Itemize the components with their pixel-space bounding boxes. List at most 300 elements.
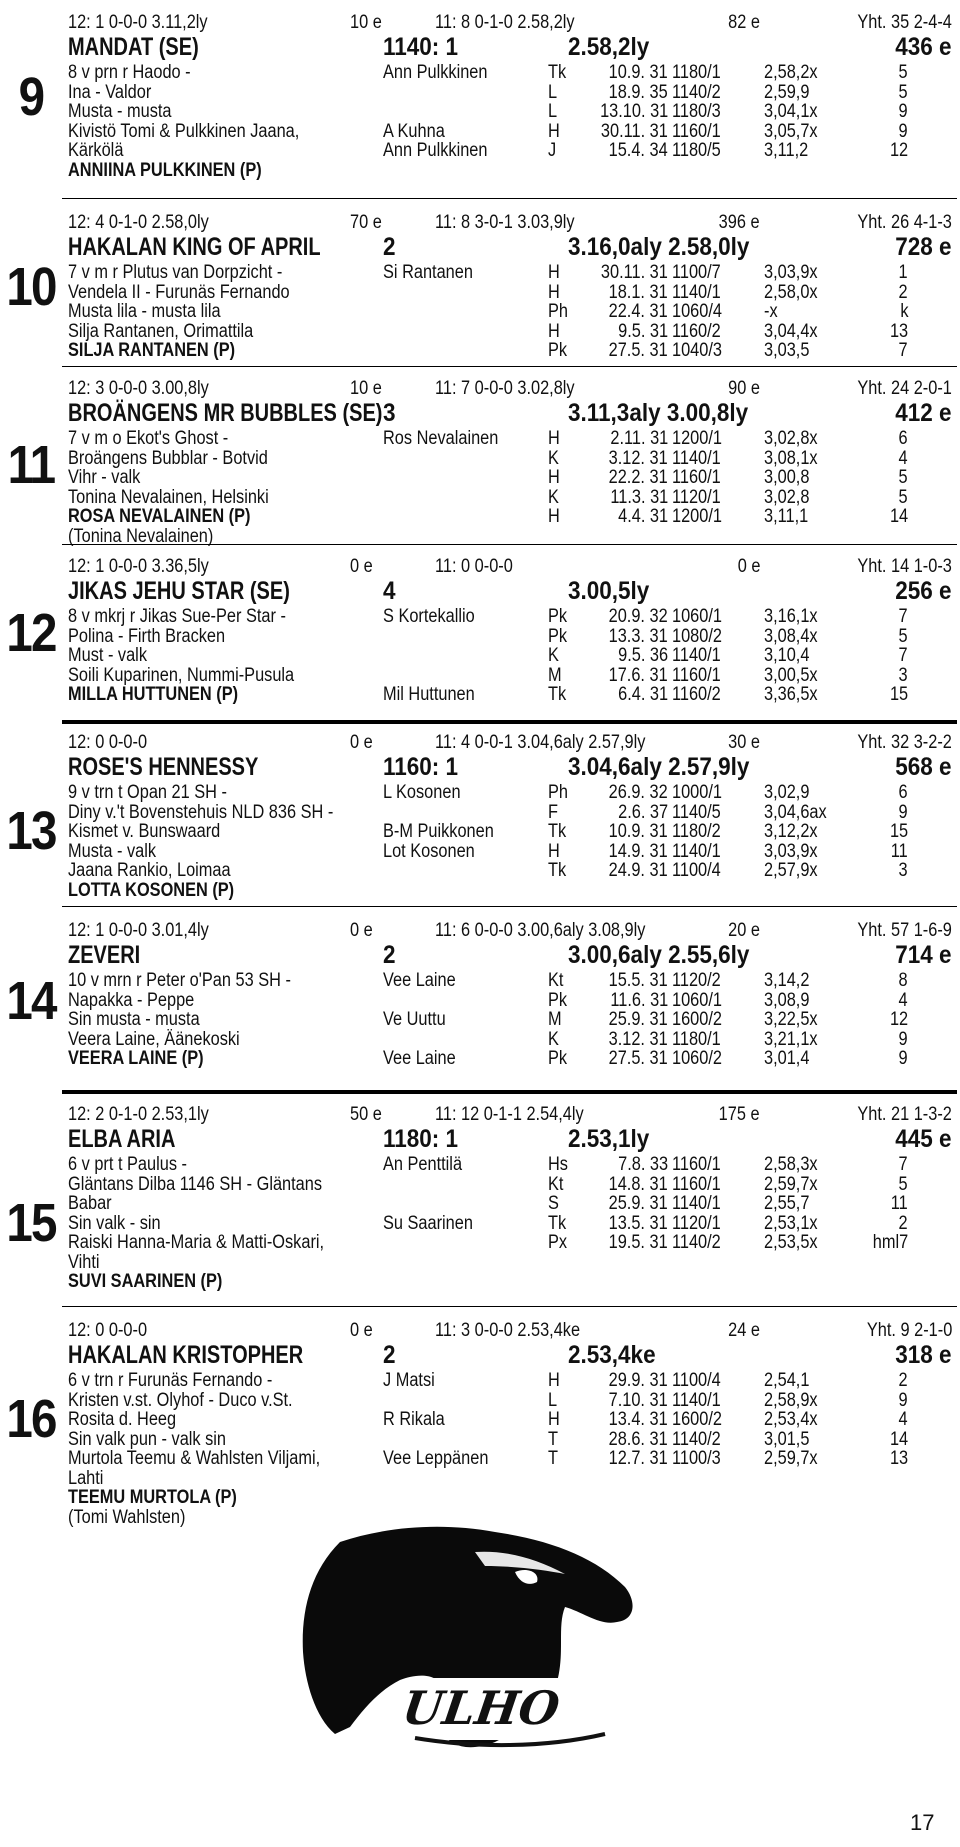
stats-previous-earnings: 20 e xyxy=(728,920,760,941)
race-time: 3,14,2 xyxy=(764,970,810,991)
race-date: 26.9. 32 xyxy=(608,782,668,803)
horse-info-line: Broängens Bubblar - Botvid xyxy=(68,447,268,469)
race-start-number: hml7 xyxy=(872,1232,908,1253)
race-date: 13.4. 31 xyxy=(608,1409,668,1430)
race-time: 3,21,1x xyxy=(764,1028,818,1050)
record-times: 3.11,3aly 3.00,8ly xyxy=(568,399,749,427)
race-start-number: 12 xyxy=(889,1009,908,1030)
race-time: 3,11,1 xyxy=(764,506,809,527)
driver-name: J Matsi xyxy=(383,1370,435,1391)
race-start-number: 1 xyxy=(898,262,908,283)
stats-previous-year: 11: 8 0-1-0 2.58,2ly xyxy=(435,12,575,33)
race-track: H xyxy=(548,262,560,283)
stats-previous-year: 11: 6 0-0-0 3.00,6aly 3.08,9ly xyxy=(435,920,646,941)
horse-info-line: 9 v trn t Opan 21 SH - xyxy=(68,782,227,803)
entry-separator xyxy=(62,906,957,907)
race-start-number: 9 xyxy=(898,101,908,122)
earnings-total: 714 e xyxy=(895,941,952,969)
race-start-number: 12 xyxy=(889,140,908,161)
horse-info-line: Jaana Rankio, Loimaa xyxy=(68,860,231,881)
race-start-number: 11 xyxy=(891,1193,908,1214)
race-track: Tk xyxy=(548,684,567,705)
horse-info-line: ROSA NEVALAINEN (P) xyxy=(68,506,251,527)
race-track: K xyxy=(548,645,559,666)
horse-info-line: Vihti xyxy=(68,1251,100,1273)
race-time: 2,58,3x xyxy=(764,1154,818,1175)
race-time: 3,16,1x xyxy=(764,606,818,627)
race-distance-place: 1180/1 xyxy=(672,1028,721,1050)
start-number: 11 xyxy=(7,435,55,495)
race-date: 27.5. 31 xyxy=(608,1048,668,1069)
race-distance-place: 1140/5 xyxy=(672,801,721,823)
race-time: 2,58,9x xyxy=(764,1389,818,1411)
race-distance-place: 1060/1 xyxy=(672,606,722,627)
earnings-total: 445 e xyxy=(895,1125,952,1153)
race-date: 22.4. 31 xyxy=(608,301,668,322)
race-time: 3,02,8x xyxy=(764,428,818,449)
race-time: 3,01,4 xyxy=(764,1048,810,1069)
race-time: 3,02,9 xyxy=(764,782,810,803)
race-time: 2,53,4x xyxy=(764,1409,818,1430)
record-times: 2.58,2ly xyxy=(568,33,650,61)
horse-info-line: SILJA RANTANEN (P) xyxy=(68,340,236,361)
race-track: Tk xyxy=(548,821,567,842)
entry-separator xyxy=(62,366,957,367)
earnings-total: 256 e xyxy=(895,577,952,605)
horse-info-line: Diny v.'t Bovenstehuis NLD 836 SH - xyxy=(68,801,334,823)
horse-name: ELBA ARIA xyxy=(68,1125,176,1153)
race-time: 3,12,2x xyxy=(764,821,818,842)
horse-info-line: TEEMU MURTOLA (P) xyxy=(68,1487,237,1508)
race-date: 2.11. 31 xyxy=(610,428,668,449)
race-distance-place: 1140/1 xyxy=(672,645,721,666)
earnings-total: 318 e xyxy=(895,1341,952,1369)
race-track: Ph xyxy=(548,782,568,803)
stats-previous-earnings: 0 e xyxy=(737,556,760,577)
horse-info-line: VEERA LAINE (P) xyxy=(68,1048,204,1069)
race-time: 2,59,7x xyxy=(764,1448,818,1469)
race-track: Px xyxy=(548,1232,568,1253)
driver-name: Ann Pulkkinen xyxy=(383,62,488,83)
race-track: S xyxy=(548,1193,559,1214)
horse-info-line: SUVI SAARINEN (P) xyxy=(68,1271,223,1292)
driver-name: Ve Uuttu xyxy=(383,1009,446,1030)
horse-name: BROÄNGENS MR BUBBLES (SE) xyxy=(68,399,383,427)
stats-previous-earnings: 24 e xyxy=(728,1320,760,1341)
horse-info-line: 7 v m r Plutus van Dorpzicht - xyxy=(68,262,283,283)
race-distance-place: 1140/2 xyxy=(672,81,721,103)
race-start-number: 3 xyxy=(898,664,908,686)
race-time: 3,11,2 xyxy=(764,140,809,161)
race-date: 2.6. 37 xyxy=(618,801,668,823)
handicap-value: 2 xyxy=(383,233,396,261)
race-date: 11.3. 31 xyxy=(610,486,668,508)
horse-info-line: Kismet v. Bunswaard xyxy=(68,821,221,842)
race-time: 2,53,1x xyxy=(764,1212,818,1234)
record-times: 3.16,0aly 2.58,0ly xyxy=(568,233,750,261)
start-number: 12 xyxy=(6,603,56,663)
race-track: H xyxy=(548,1370,560,1391)
race-start-number: 9 xyxy=(898,1389,908,1411)
race-date: 18.9. 35 xyxy=(608,81,668,103)
race-distance-place: 1140/2 xyxy=(672,1232,721,1253)
race-start-number: k xyxy=(899,301,908,322)
horse-info-line: Musta - musta xyxy=(68,101,172,122)
race-time: 3,02,8 xyxy=(764,486,810,508)
horse-info-line: Sin valk pun - valk sin xyxy=(68,1428,227,1450)
race-distance-place: 1140/1 xyxy=(672,447,721,469)
race-start-number: 5 xyxy=(898,467,908,488)
stats-previous-earnings: 90 e xyxy=(728,378,760,399)
race-time: 3,36,5x xyxy=(764,684,818,705)
stats-current-year: 12: 0 0-0-0 xyxy=(68,732,148,753)
stats-current-earnings: 10 e xyxy=(350,12,382,33)
race-time: 3,00,8 xyxy=(764,467,810,488)
race-time: 3,01,5 xyxy=(764,1428,810,1450)
race-start-number: 5 xyxy=(898,486,908,508)
race-time: 3,10,4 xyxy=(764,645,810,666)
stats-total: Yht. 21 1-3-2 xyxy=(857,1104,952,1125)
horse-info-line: Tonina Nevalainen, Helsinki xyxy=(68,486,269,508)
record-times: 2.53,4ke xyxy=(568,1341,656,1369)
race-start-number: 7 xyxy=(898,645,908,666)
race-start-number: 8 xyxy=(898,970,908,991)
stats-total: Yht. 35 2-4-4 xyxy=(857,12,952,33)
race-distance-place: 1200/1 xyxy=(672,506,722,527)
race-distance-place: 1160/2 xyxy=(672,684,721,705)
horse-name: JIKAS JEHU STAR (SE) xyxy=(68,577,290,605)
race-start-number: 6 xyxy=(898,428,908,449)
start-number: 9 xyxy=(18,67,44,127)
race-track: Tk xyxy=(548,860,567,881)
start-number: 10 xyxy=(6,257,56,317)
race-start-number: 11 xyxy=(891,840,908,862)
stats-total: Yht. 32 3-2-2 xyxy=(857,732,952,753)
race-distance-place: 1060/4 xyxy=(672,301,722,322)
horse-info-line: Ina - Valdor xyxy=(68,81,152,103)
horse-info-line: (Tonina Nevalainen) xyxy=(68,525,214,547)
stats-current-year: 12: 1 0-0-0 3.36,5ly xyxy=(68,556,209,577)
driver-name: Ann Pulkkinen xyxy=(383,140,488,161)
stats-current-year: 12: 1 0-0-0 3.11,2ly xyxy=(68,12,208,33)
race-start-number: 2 xyxy=(898,281,908,303)
record-times: 2.53,1ly xyxy=(568,1125,650,1153)
start-number: 13 xyxy=(6,801,56,861)
race-distance-place: 1140/1 xyxy=(672,281,721,303)
race-date: 10.9. 31 xyxy=(608,821,668,842)
race-track: M xyxy=(548,1009,562,1030)
race-time: 3,08,4x xyxy=(764,625,818,647)
race-distance-place: 1140/2 xyxy=(672,1428,721,1450)
horse-info-line: 6 v trn r Furunäs Fernando - xyxy=(68,1370,273,1391)
horse-info-line: Kristen v.st. Olyhof - Duco v.St. xyxy=(68,1389,293,1411)
stats-previous-year: 11: 12 0-1-1 2.54,4ly xyxy=(435,1104,584,1125)
race-distance-place: 1100/3 xyxy=(672,1448,721,1469)
stats-previous-year: 11: 4 0-0-1 3.04,6aly 2.57,9ly xyxy=(435,732,646,753)
horse-name: HAKALAN KING OF APRIL xyxy=(68,233,321,261)
race-distance-place: 1600/2 xyxy=(672,1009,722,1030)
record-times: 3.00,5ly xyxy=(568,577,650,605)
race-distance-place: 1160/1 xyxy=(672,664,721,686)
race-date: 19.5. 31 xyxy=(608,1232,668,1253)
race-start-number: 7 xyxy=(898,340,908,361)
horse-name: HAKALAN KRISTOPHER xyxy=(68,1341,304,1369)
race-distance-place: 1060/1 xyxy=(672,989,722,1011)
race-distance-place: 1100/4 xyxy=(672,860,721,881)
earnings-total: 728 e xyxy=(895,233,952,261)
horse-info-line: Polina - Firth Bracken xyxy=(68,625,226,647)
race-track: K xyxy=(548,1028,559,1050)
race-track: T xyxy=(548,1448,558,1469)
race-time: 2,54,1 xyxy=(764,1370,810,1391)
race-start-number: 15 xyxy=(889,821,908,842)
handicap-value: 4 xyxy=(383,577,396,605)
stats-current-earnings: 0 e xyxy=(350,1320,373,1341)
horse-info-line: Kärkölä xyxy=(68,140,124,161)
race-time: 3,08,1x xyxy=(764,447,818,469)
race-distance-place: 1180/3 xyxy=(672,101,721,122)
horse-info-line: Babar xyxy=(68,1193,112,1214)
stats-current-earnings: 0 e xyxy=(350,732,373,753)
stats-previous-year: 11: 7 0-0-0 3.02,8ly xyxy=(435,378,575,399)
race-track: H xyxy=(548,840,560,862)
race-track: F xyxy=(548,801,558,823)
race-time: 2,55,7 xyxy=(764,1193,810,1214)
horse-info-line: Gläntans Dilba 1146 SH - Gläntans xyxy=(68,1173,323,1195)
race-start-number: 13 xyxy=(889,320,908,342)
race-time: 3,08,9 xyxy=(764,989,810,1011)
race-start-number: 7 xyxy=(898,606,908,627)
handicap-value: 2 xyxy=(383,1341,396,1369)
race-date: 20.9. 32 xyxy=(608,606,668,627)
horse-name: ZEVERI xyxy=(68,941,141,969)
horse-info-line: Sin musta - musta xyxy=(68,1009,200,1030)
stats-current-year: 12: 4 0-1-0 2.58,0ly xyxy=(68,212,209,233)
horse-name: MANDAT (SE) xyxy=(68,33,199,61)
driver-name: Lot Kosonen xyxy=(383,840,475,862)
race-time: 3,03,9x xyxy=(764,262,818,283)
race-distance-place: 1160/1 xyxy=(672,1173,721,1195)
race-date: 18.1. 31 xyxy=(608,281,668,303)
driver-name: S Kortekallio xyxy=(383,606,475,627)
race-date: 29.9. 31 xyxy=(608,1370,668,1391)
race-track: T xyxy=(548,1428,558,1450)
race-date: 15.5. 31 xyxy=(608,970,668,991)
horse-info-line: LOTTA KOSONEN (P) xyxy=(68,879,235,901)
race-time: 2,58,0x xyxy=(764,281,818,303)
horse-name: ROSE'S HENNESSY xyxy=(68,753,259,781)
race-start-number: 2 xyxy=(898,1212,908,1234)
stats-total: Yht. 57 1-6-9 xyxy=(857,920,952,941)
race-track: H xyxy=(548,120,560,142)
driver-name: Ros Nevalainen xyxy=(383,428,499,449)
start-number: 15 xyxy=(6,1193,56,1253)
race-distance-place: 1160/1 xyxy=(672,467,721,488)
race-time: 2,59,9 xyxy=(764,81,810,103)
race-distance-place: 1140/1 xyxy=(672,1193,721,1214)
race-start-number: 5 xyxy=(898,625,908,647)
horse-info-line: 8 v prn r Haodo - xyxy=(68,62,191,83)
earnings-total: 412 e xyxy=(895,399,952,427)
race-track: L xyxy=(548,101,558,122)
race-start-number: 13 xyxy=(889,1448,908,1469)
horse-info-line: Soili Kuparinen, Nummi-Pusula xyxy=(68,664,295,686)
race-distance-place: 1100/7 xyxy=(672,262,721,283)
race-distance-place: 1180/5 xyxy=(672,140,721,161)
stats-previous-year: 11: 0 0-0-0 xyxy=(435,556,513,577)
race-date: 13.10. 31 xyxy=(599,101,668,122)
race-time: 2,53,5x xyxy=(764,1232,818,1253)
race-track: Tk xyxy=(548,1212,567,1234)
horse-info-line: Veera Laine, Äänekoski xyxy=(68,1028,240,1050)
horse-info-line: Vendela II - Furunäs Fernando xyxy=(68,281,290,303)
race-track: J xyxy=(548,140,557,161)
race-date: 30.11. 31 xyxy=(601,120,668,142)
race-track: Kt xyxy=(548,1173,564,1195)
stats-previous-year: 11: 3 0-0-0 2.53,4ke xyxy=(435,1320,581,1341)
race-distance-place: 1160/2 xyxy=(672,320,721,342)
race-date: 28.6. 31 xyxy=(608,1428,668,1450)
race-distance-place: 1120/2 xyxy=(672,970,721,991)
entry-separator xyxy=(62,544,957,545)
race-time: 2,58,2x xyxy=(764,62,818,83)
race-start-number: 4 xyxy=(898,447,908,469)
race-track: Pk xyxy=(548,625,568,647)
stats-total: Yht. 9 2-1-0 xyxy=(866,1320,952,1341)
race-date: 10.9. 31 xyxy=(608,62,668,83)
race-start-number: 14 xyxy=(889,1428,908,1450)
entry-separator xyxy=(62,1306,957,1307)
handicap-value: 1180: 1 xyxy=(383,1125,459,1153)
race-track: M xyxy=(548,664,562,686)
race-time: 2,59,7x xyxy=(764,1173,818,1195)
race-date: 24.9. 31 xyxy=(608,860,668,881)
race-time: 3,05,7x xyxy=(764,120,818,142)
horse-head-logo xyxy=(265,1502,645,1772)
race-distance-place: 1180/2 xyxy=(672,821,721,842)
race-distance-place: 1600/2 xyxy=(672,1409,722,1430)
race-time: 2,57,9x xyxy=(764,860,818,881)
race-time: 3,04,1x xyxy=(764,101,818,122)
race-time: 3,22,5x xyxy=(764,1009,818,1030)
page-number: 17 xyxy=(910,1810,935,1835)
horse-info-line: 6 v prt t Paulus - xyxy=(68,1154,187,1175)
logo-text: ULHO xyxy=(399,1681,563,1735)
entry-separator xyxy=(62,198,957,199)
stats-current-earnings: 70 e xyxy=(350,212,382,233)
stats-previous-earnings: 396 e xyxy=(719,212,760,233)
record-times: 3.00,6aly 2.55,6ly xyxy=(568,941,750,969)
race-date: 9.5. 36 xyxy=(618,645,668,666)
stats-previous-year: 11: 8 3-0-1 3.03,9ly xyxy=(435,212,575,233)
race-date: 14.9. 31 xyxy=(608,840,668,862)
stats-previous-earnings: 30 e xyxy=(728,732,760,753)
race-date: 3.12. 31 xyxy=(608,447,668,469)
race-track: Pk xyxy=(548,989,568,1011)
driver-name: B-M Puikkonen xyxy=(383,821,494,842)
race-date: 27.5. 31 xyxy=(608,340,668,361)
horse-info-line: 7 v m o Ekot's Ghost - xyxy=(68,428,229,449)
race-date: 30.11. 31 xyxy=(601,262,668,283)
race-distance-place: 1120/1 xyxy=(672,1212,721,1234)
stats-previous-earnings: 82 e xyxy=(728,12,760,33)
race-time: -x xyxy=(764,301,778,322)
race-track: Kt xyxy=(548,970,564,991)
race-start-number: 5 xyxy=(898,1173,908,1195)
race-start-number: 2 xyxy=(898,1370,908,1391)
driver-name: L Kosonen xyxy=(383,782,461,803)
race-date: 14.8. 31 xyxy=(608,1173,668,1195)
race-track: K xyxy=(548,486,559,508)
horse-info-line: Lahti xyxy=(68,1467,104,1489)
race-track: K xyxy=(548,447,559,469)
stats-total: Yht. 14 1-0-3 xyxy=(857,556,952,577)
handicap-value: 1140: 1 xyxy=(383,33,459,61)
race-start-number: 5 xyxy=(898,62,908,83)
start-number: 16 xyxy=(6,1389,56,1449)
race-track: Tk xyxy=(548,62,567,83)
horse-info-line: Rosita d. Heeg xyxy=(68,1409,177,1430)
race-track: H xyxy=(548,1409,560,1430)
horse-info-line: Vihr - valk xyxy=(68,467,141,488)
race-time: 3,03,5 xyxy=(764,340,810,361)
race-start-number: 9 xyxy=(898,120,908,142)
horse-info-line: Kivistö Tomi & Pulkkinen Jaana, xyxy=(68,120,300,142)
horse-info-line: Raiski Hanna-Maria & Matti-Oskari, xyxy=(68,1232,325,1253)
race-time: 3,00,5x xyxy=(764,664,818,686)
stats-current-year: 12: 1 0-0-0 3.01,4ly xyxy=(68,920,209,941)
race-distance-place: 1160/1 xyxy=(672,1154,721,1175)
race-track: Ph xyxy=(548,301,568,322)
race-date: 6.4. 31 xyxy=(618,684,668,705)
handicap-value: 2 xyxy=(383,941,396,969)
driver-name: Vee Laine xyxy=(383,1048,456,1069)
race-time: 3,03,9x xyxy=(764,840,818,862)
race-date: 13.5. 31 xyxy=(608,1212,668,1234)
race-time: 3,04,4x xyxy=(764,320,818,342)
race-start-number: 15 xyxy=(889,684,908,705)
driver-name: Vee Laine xyxy=(383,970,456,991)
race-track: H xyxy=(548,320,560,342)
race-distance-place: 1120/1 xyxy=(672,486,721,508)
stats-current-year: 12: 2 0-1-0 2.53,1ly xyxy=(68,1104,209,1125)
race-start-number: 4 xyxy=(898,989,908,1011)
race-start-number: 6 xyxy=(898,782,908,803)
driver-name: A Kuhna xyxy=(383,120,445,142)
handicap-value: 1160: 1 xyxy=(383,753,459,781)
race-date: 22.2. 31 xyxy=(608,467,668,488)
entry-separator xyxy=(62,720,957,724)
horse-info-line: Sin valk - sin xyxy=(68,1212,161,1234)
race-date: 17.6. 31 xyxy=(608,664,668,686)
stats-total: Yht. 24 2-0-1 xyxy=(857,378,952,399)
horse-info-line: Murtola Teemu & Wahlsten Viljami, xyxy=(68,1448,321,1469)
race-distance-place: 1080/2 xyxy=(672,625,722,647)
horse-info-line: 8 v mkrj r Jikas Sue-Per Star - xyxy=(68,606,286,627)
race-date: 15.4. 34 xyxy=(608,140,668,161)
horse-info-line: Musta - valk xyxy=(68,840,157,862)
race-date: 3.12. 31 xyxy=(608,1028,668,1050)
race-distance-place: 1140/1 xyxy=(672,840,721,862)
driver-name: Vee Leppänen xyxy=(383,1448,489,1469)
race-start-number: 9 xyxy=(898,1028,908,1050)
race-track: H xyxy=(548,281,560,303)
race-track: L xyxy=(548,1389,558,1411)
race-date: 4.4. 31 xyxy=(618,506,668,527)
race-start-number: 5 xyxy=(898,81,908,103)
horse-info-line: MILLA HUTTUNEN (P) xyxy=(68,684,239,705)
driver-name: R Rikala xyxy=(383,1409,445,1430)
